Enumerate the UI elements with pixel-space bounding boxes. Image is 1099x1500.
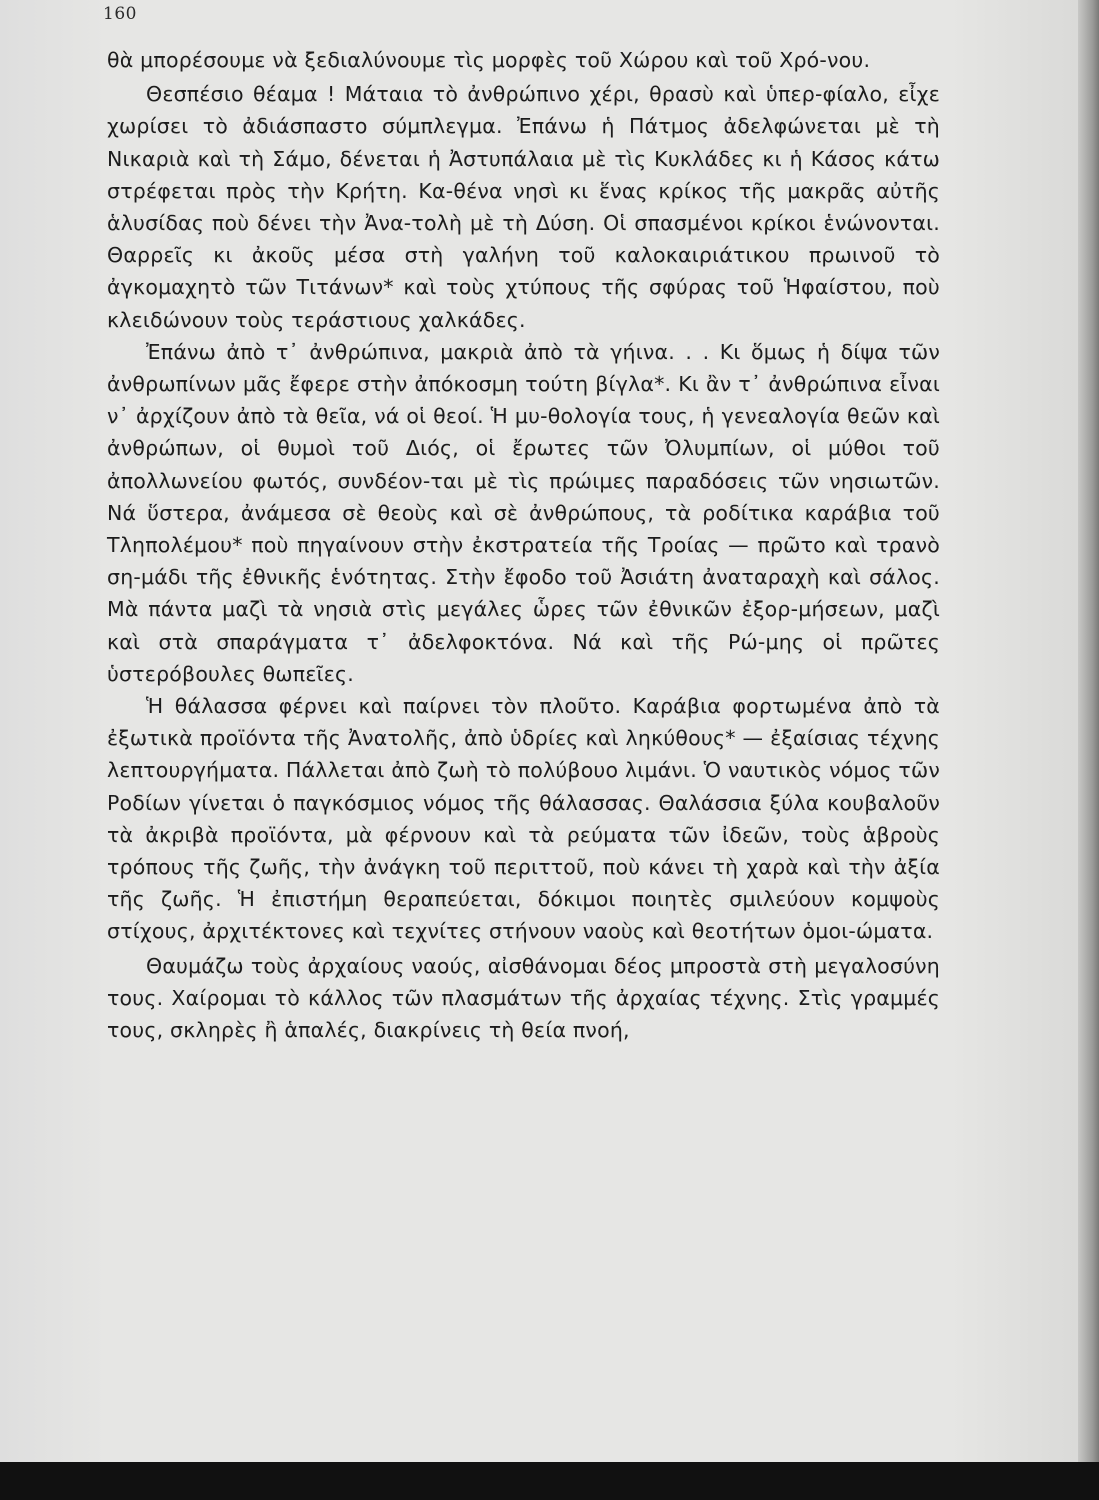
paragraph-1: θὰ μπορέσουμε νὰ ξεδιαλύνουμε τὶς μορφὲς τοῦ Χώρου καὶ τοῦ Χρό-νου. xyxy=(107,48,871,72)
paragraph-3: Ἐπάνω ἀπὸ τ᾽ ἀνθρώπινα, μακριὰ ἀπὸ τὰ γήινα. . . Κι ὅμως ἡ δίψα τῶν ἀνθρωπίνων μᾶς ἔφερε στὴν ἀπόκοσμη τούτη βίγλα*. Κι ἂν τ᾽ ἀνθρώπινα εἶναι ν᾽ ἀρχίζουν ἀπὸ τὰ θεῖα, νά οἱ θεοί. Ἡ μυ-θολογία τους, ἡ γενεαλογία θεῶν καὶ ἀνθρώπων, οἱ θυμοὶ τοῦ Διός, οἱ ἔρωτες τῶν Ὀλυμπίων, οἱ μύθοι τοῦ ἀπολλωνείου φωτός, συνδέον-ται μὲ τὶς πρώιμες παραδόσεις τῶν νησιωτῶν. Νά ὕστερα, ἀνάμεσα σὲ θεοὺς καὶ σὲ ἀνθρώπους, τὰ ροδίτικα καράβια τοῦ Τληπολέμου* ποὺ πηγαίνουν στὴν ἐκστρατεία τῆς Τροίας — πρῶτο καὶ τρανὸ ση-μάδι τῆς ἐθνικῆς ἑνότητας. Στὴν ἔφοδο τοῦ Ἀσιάτη ἀναταραχὴ καὶ σάλος. Μὰ πάντα μαζὶ τὰ νησιὰ στὶς μεγάλες ὧρες τῶν ἐθνικῶν ἐξορ-μήσεων, μαζὶ καὶ στὰ σπαράγματα τ᾽ ἀδελφοκτόνα. Νά καὶ τῆς Ρώ-μης οἱ πρῶτες ὑστερόβουλες θωπεῖες. xyxy=(107,339,940,686)
body-text xyxy=(107,44,940,1046)
paragraph-5: Θαυμάζω τοὺς ἀρχαίους ναούς, αἰσθάνομαι δέος μπροστὰ στὴ μεγαλοσύνη τους. Χαίρομαι τὸ κάλλος τῶν πλασμάτων τῆς ἀρχαίας τέχνης. Στὶς γραμμές τους, σκληρὲς ἢ ἁπαλές, διακρίνεις τὴ θεία πνοή, xyxy=(107,953,940,1043)
page-number: 160 xyxy=(103,4,137,24)
paragraph-4: Ἡ θάλασσα φέρνει καὶ παίρνει τὸν πλοῦτο. Καράβια φορτωμένα ἀπὸ τὰ ἐξωτικὰ προϊόντα τῆς Ἀνατολῆς, ἀπὸ ὑδρίες καὶ ληκύθους* — ἐξαίσιας τέχνης λεπτουργήματα. Πάλλεται ἀπὸ ζωὴ τὸ πολύβουο λιμάνι. Ὁ ναυτικὸς νόμος τῶν Ροδίων γίνεται ὁ παγκόσμιος νόμος τῆς θάλασσας. Θαλάσσια ξύλα κουβαλοῦν τὰ ἀκριβὰ προϊόντα, μὰ φέρνουν καὶ τὰ ρεύματα τῶν ἰδεῶν, τοὺς ἁβροὺς τρόπους τῆς ζωῆς, τὴν ἀνάγκη τοῦ περιττοῦ, ποὺ κάνει τὴ χαρὰ καὶ τὴν ἀξία τῆς ζωῆς. Ἡ ἐπιστήμη θεραπεύεται, δόκιμοι ποιητὲς σμιλεύουν κομψοὺς στίχους, ἀρχιτέκτονες καὶ τεχνίτες στήνουν ναοὺς καὶ θεοτήτων ὁμοι-ώματα. xyxy=(107,694,940,944)
scanner-bottom-bar xyxy=(0,1462,1099,1500)
page-edge-shadow xyxy=(1078,0,1099,1462)
paragraph-2: Θεσπέσιο θέαμα ! Μάταια τὸ ἀνθρώπινο χέρι, θρασὺ καὶ ὑπερ-φίαλο, εἶχε χωρίσει τὸ ἀδιάσπαστο σύμπλεγμα. Ἐπάνω ἡ Πάτμος ἀδελφώνεται μὲ τὴ Νικαριὰ καὶ τὴ Σάμο, δένεται ἡ Ἀστυπάλαια μὲ τὶς Κυκλάδες κι ἡ Κάσος κάτω στρέφεται πρὸς τὴν Κρήτη. Κα-θένα νησὶ κι ἕνας κρίκος τῆς μακρᾶς αὐτῆς ἁλυσίδας ποὺ δένει τὴν Ἀνα-τολὴ μὲ τὴ Δύση. Οἱ σπασμένοι κρίκοι ἑνώνονται. Θαρρεῖς κι ἀκοῦς μέσα στὴ γαλήνη τοῦ καλοκαιριάτικου πρωινοῦ τὸ ἀγκομαχητὸ τῶν Τιτάνων* καὶ τοὺς χτύπους τῆς σφύρας τοῦ Ἡφαίστου, ποὺ κλειδώνουν τοὺς τεράστιους χαλκάδες. xyxy=(107,82,940,332)
